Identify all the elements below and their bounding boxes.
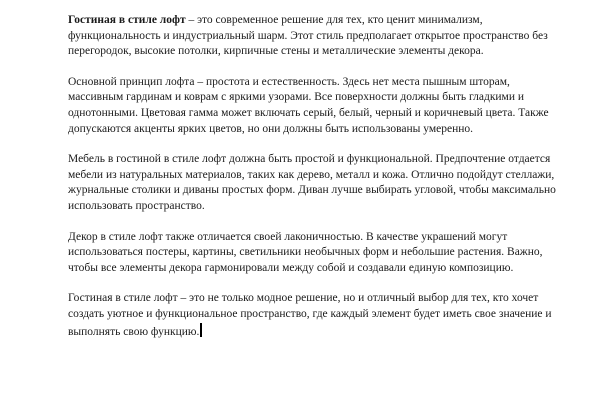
- text-cursor: [200, 323, 202, 337]
- paragraph-4: [68, 230, 560, 277]
- paragraph-3-text: Мебель в гостиной в стиле лофт должна быть простой и функциональной. Предпочтение отдается мебели из натуральных материалов, таких как дерево, металл и кожа. Отлично подойдут стеллажи, журнальные столики и диваны простых форм. Диван лучше выбирать угловой, чтобы максимально использовать пространство.: [68, 153, 556, 212]
- paragraph-3: [68, 152, 560, 214]
- paragraph-5-text: Гостиная в стиле лофт – это не только модное решение, но и отличный выбор для тех, кто хочет создать уютное и функциональное пространство, где каждый элемент будет иметь свое значение и выполнять свою функцию.: [68, 292, 552, 338]
- paragraph-5: [68, 291, 560, 340]
- paragraph-2-text: Основной принцип лофта – простота и естественность. Здесь нет места пышным шторам, массивным гардинам и коврам с яркими узорами. Все поверхности должны быть гладкими и однотонными. Цветовая гамма может включать серый, белый, черный и коричневый цвета. Также допускаются акценты ярких цветов, но они должны быть использованы умеренно.: [68, 75, 549, 135]
- paragraph-2: [68, 75, 560, 137]
- paragraph-4-text: Декор в стиле лофт также отличается своей лаконичностью. В качестве украшений могут использоваться постеры, картины, светильники необычных форм и небольшие растения. Важно, чтобы все элементы декора гармонировали между собой и создавали единую композицию.: [68, 230, 543, 274]
- paragraph-1: [68, 13, 560, 60]
- paragraph-1-text: – это современное решение для тех, кто ценит минимализм, функциональность и индустриальный шарм. Этот стиль предполагает открытое пространство без перегородок, высокие потолки, кирпичные стены и металлические элементы декора.: [68, 14, 548, 58]
- paragraph-1-lead: Гостиная в стиле лофт: [68, 14, 186, 26]
